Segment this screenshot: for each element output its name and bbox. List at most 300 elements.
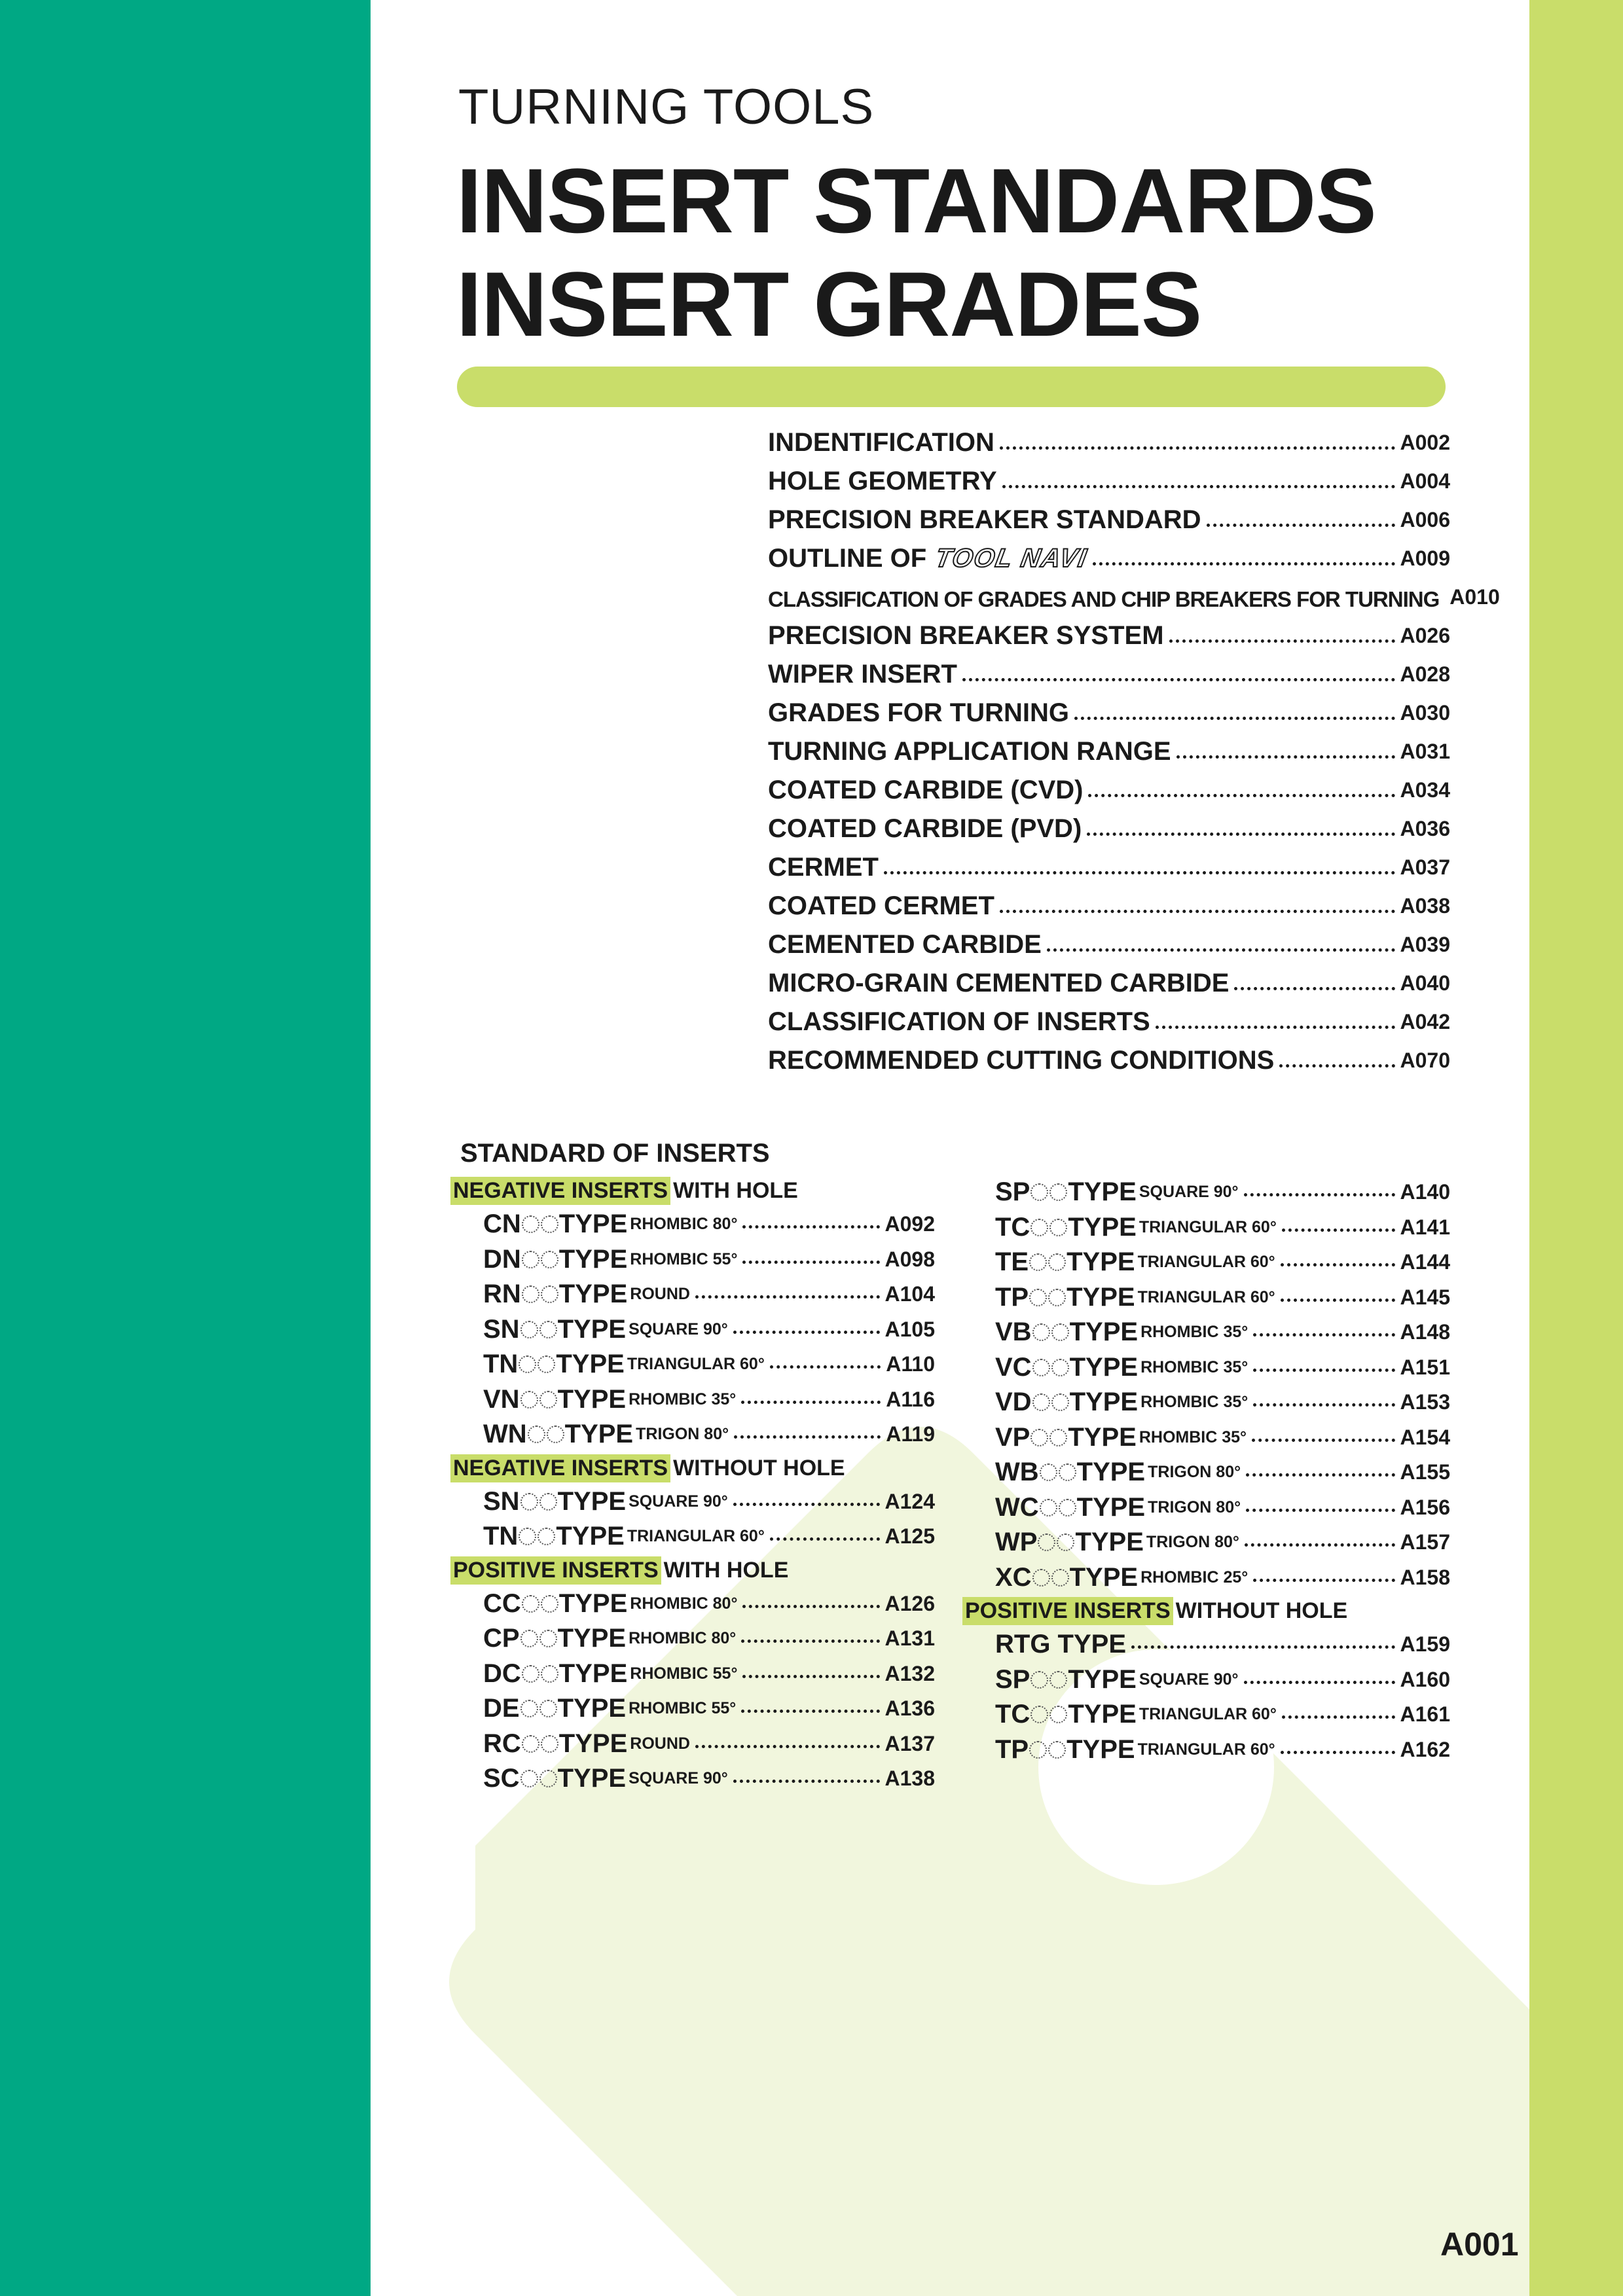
leader-dots [741,1710,879,1713]
insert-shape: RHOMBIC 35° [1139,1427,1247,1446]
insert-suffix: TYPE [1076,1492,1146,1522]
placeholder-circle-icon [1048,1741,1066,1759]
section-heading [450,1554,935,1587]
toc-label: OUTLINE OF [768,544,927,573]
leader-dots [1281,1263,1395,1266]
leader-dots [1252,1439,1395,1442]
toc-page-ref: A010 [1450,585,1500,609]
toc-page-ref: A034 [1400,778,1450,802]
placeholder-circle-icon [1029,1253,1047,1271]
insert-type-entry[interactable] [450,1207,935,1242]
insert-shape: TRIANGULAR 60° [1137,1253,1275,1272]
leader-dots [1244,1681,1395,1684]
toc-label: COATED CARBIDE (PVD) [768,814,1082,843]
insert-suffix: TYPE [556,1350,625,1379]
insert-suffix: TYPE [1075,1528,1144,1557]
section-heading [962,1595,1447,1627]
insert-prefix: SC [483,1764,520,1793]
placeholder-circle-icon [1029,1741,1047,1759]
insert-prefix: VP [995,1422,1030,1452]
toc-label: COATED CARBIDE (CVD) [768,776,1084,804]
insert-suffix: TYPE [1068,1422,1137,1452]
section-highlight: POSITIVE INSERTS [450,1556,661,1585]
leader-dots [1169,639,1395,643]
insert-code [995,1423,1137,1452]
insert-code [483,1245,627,1274]
insert-code [483,1315,626,1344]
insert-page-ref: A145 [1400,1285,1450,1309]
section-heading [450,1175,935,1207]
toc-entry[interactable] [768,805,1450,844]
placeholder-circle-icon [1032,1569,1050,1587]
insert-page-ref: A131 [884,1626,935,1651]
insert-type-entry[interactable] [962,1210,1450,1246]
toc-entry[interactable] [768,882,1450,921]
placeholder-circle-icon [1048,1253,1066,1271]
insert-type-entry[interactable] [962,1525,1450,1560]
insert-code [483,1420,633,1449]
leader-dots [733,1780,880,1783]
toc-label: INDENTIFICATION [768,428,994,457]
insert-shape: TRIANGULAR 60° [1137,1740,1275,1759]
leader-dots [1244,1193,1395,1196]
placeholder-circle-icon [538,1528,555,1545]
leader-dots [742,1675,879,1678]
insert-page-ref: A098 [884,1247,935,1271]
placeholder-circle-icon [538,1355,555,1373]
insert-suffix: TYPE [557,1694,627,1723]
table-of-contents [768,419,1500,1075]
leader-dots [884,871,1395,874]
leader-dots [695,1745,880,1748]
placeholder-circle-icon [522,1735,539,1753]
leader-dots [742,1605,879,1608]
insert-page-ref: A158 [1400,1565,1450,1589]
standards-left-column [450,1175,935,1797]
insert-suffix: TYPE [1068,1177,1137,1207]
insert-prefix: RC [483,1729,521,1758]
insert-type-entry[interactable] [962,1245,1450,1280]
placeholder-circle-icon [1049,1671,1067,1689]
insert-page-ref: A160 [1400,1667,1450,1691]
placeholder-circle-icon [539,1391,557,1408]
insert-shape: TRIGON 80° [1148,1498,1241,1516]
insert-shape: RHOMBIC 35° [1140,1393,1249,1412]
insert-page-ref: A116 [886,1387,935,1411]
toc-page-ref: A070 [1400,1049,1450,1072]
toc-label: HOLE GEOMETRY [768,467,997,495]
insert-type-entry[interactable] [450,1761,935,1797]
insert-code [995,1493,1145,1522]
placeholder-circle-icon [1030,1183,1048,1201]
insert-type-entry[interactable] [962,1697,1450,1732]
toc-entry[interactable] [768,1037,1450,1075]
toc-label: RECOMMENDED CUTTING CONDITIONS [768,1046,1275,1075]
insert-suffix: TYPE [558,1210,628,1239]
insert-page-ref: A124 [884,1489,935,1513]
insert-code [483,1280,627,1309]
insert-code [483,1522,625,1551]
page-number: A001 [1440,2226,1519,2263]
insert-suffix: TYPE [558,1280,628,1309]
toc-label: CEMENTED CARBIDE [768,930,1042,959]
placeholder-circle-icon [1049,1219,1067,1236]
insert-type-entry[interactable] [962,1385,1450,1420]
section-heading [450,1452,935,1484]
placeholder-circle-icon [1051,1323,1069,1341]
placeholder-circle-icon [541,1595,558,1613]
placeholder-circle-icon [541,1285,558,1303]
insert-type-entry[interactable] [450,1691,935,1727]
insert-prefix: DN [483,1244,521,1274]
insert-prefix: WN [483,1420,527,1449]
toc-entry[interactable] [768,496,1450,535]
insert-page-ref: A138 [884,1767,935,1791]
placeholder-circle-icon [519,1528,536,1545]
insert-prefix: SP [995,1664,1030,1694]
insert-type-entry[interactable] [962,1175,1450,1210]
placeholder-circle-icon [1049,1706,1067,1723]
insert-type-entry[interactable] [450,1242,935,1278]
insert-prefix: CN [483,1210,521,1239]
toc-entry[interactable] [768,998,1450,1037]
insert-shape: RHOMBIC 55° [630,1664,738,1683]
insert-suffix: TYPE [1067,1282,1135,1312]
leader-dots [1002,485,1395,488]
insert-suffix: TYPE [1076,1458,1146,1487]
insert-type-entry[interactable] [450,1382,935,1418]
leader-dots [1282,1229,1395,1232]
insert-type-entry[interactable] [962,1280,1450,1316]
leader-dots [1131,1645,1395,1649]
placeholder-circle-icon [1048,1289,1066,1306]
leader-dots [1156,1026,1395,1029]
insert-suffix: TYPE [557,1764,627,1793]
insert-suffix: TYPE [558,1588,628,1618]
toc-entry[interactable] [768,612,1450,651]
standards-right-column [962,1175,1450,1767]
insert-page-ref: A141 [1400,1215,1450,1239]
leader-dots [1234,987,1395,990]
placeholder-circle-icon [547,1426,564,1443]
insert-shape: TRIANGULAR 60° [1139,1217,1277,1236]
insert-code [483,1210,627,1239]
insert-prefix: TN [483,1350,519,1379]
placeholder-circle-icon [1032,1359,1050,1376]
placeholder-circle-icon [520,1630,538,1647]
title-underline-bar [457,367,1446,407]
placeholder-circle-icon [1049,1183,1067,1201]
insert-code [995,1318,1138,1347]
placeholder-circle-icon [1032,1393,1050,1411]
insert-prefix: DE [483,1694,520,1723]
toc-page-ref: A040 [1400,971,1450,995]
insert-type-entry[interactable] [962,1560,1450,1596]
insert-code [995,1735,1135,1765]
insert-code [995,1665,1137,1695]
insert-code [483,1694,626,1723]
insert-suffix: TYPE [557,1624,627,1653]
insert-prefix: SP [995,1177,1030,1207]
insert-prefix: TC [995,1212,1030,1242]
insert-code [995,1177,1137,1207]
toc-page-ref: A002 [1400,431,1450,454]
insert-shape: RHOMBIC 80° [629,1629,737,1648]
insert-type-entry[interactable] [450,1312,935,1348]
insert-type-entry[interactable] [962,1315,1450,1350]
insert-shape: ROUND [630,1285,690,1304]
leader-dots [1281,1299,1395,1302]
insert-shape: RHOMBIC 55° [629,1699,737,1718]
insert-suffix: TYPE [1067,1734,1135,1764]
insert-code [483,1729,627,1759]
toc-entry[interactable] [768,766,1450,805]
insert-shape: TRIGON 80° [1146,1533,1239,1552]
insert-suffix: TYPE [1069,1318,1139,1347]
placeholder-circle-icon [1030,1429,1048,1446]
insert-shape: SQUARE 90° [1139,1183,1239,1202]
insert-type-entry[interactable] [962,1420,1450,1456]
insert-type-entry[interactable] [962,1350,1450,1386]
leader-dots [1176,755,1395,759]
insert-suffix: TYPE [564,1420,634,1449]
insert-shape: TRIGON 80° [1148,1463,1241,1482]
insert-code [995,1700,1137,1729]
placeholder-circle-icon [522,1285,539,1303]
insert-prefix: SN [483,1314,520,1344]
insert-page-ref: A140 [1400,1180,1450,1204]
leader-dots [1253,1403,1395,1407]
placeholder-circle-icon [522,1665,539,1683]
toc-page-ref: A006 [1400,508,1450,531]
insert-code [995,1247,1135,1277]
insert-page-ref: A148 [1400,1320,1450,1344]
leader-dots [741,1640,879,1643]
insert-page-ref: A155 [1400,1460,1450,1484]
leader-dots [1246,1473,1395,1477]
leader-dots [1245,1543,1395,1547]
leader-dots [1282,1715,1395,1719]
insert-page-ref: A151 [1400,1355,1450,1379]
toc-entry[interactable] [768,535,1450,573]
insert-suffix: TYPE [1069,1562,1139,1592]
insert-shape: TRIANGULAR 60° [627,1355,765,1374]
insert-prefix: VN [483,1384,520,1414]
insert-shape: SQUARE 90° [629,1492,728,1511]
toc-label: TURNING APPLICATION RANGE [768,737,1171,766]
insert-shape: TRIANGULAR 60° [1139,1705,1277,1724]
insert-prefix: TN [483,1522,519,1551]
insert-prefix: TP [995,1282,1029,1312]
toc-entry[interactable] [768,651,1450,689]
insert-suffix: TYPE [558,1729,628,1758]
toc-entry[interactable] [768,419,1450,457]
insert-prefix: TP [995,1734,1029,1764]
placeholder-circle-icon [1040,1463,1057,1481]
right-lime-band [1529,0,1623,2296]
title-line-2: INSERT GRADES [456,253,1202,355]
insert-type-entry[interactable] [962,1732,1450,1768]
insert-type-entry[interactable] [450,1657,935,1692]
insert-prefix: RN [483,1280,521,1309]
toc-page-ref: A026 [1400,624,1450,647]
placeholder-circle-icon [1032,1323,1050,1341]
insert-suffix: TYPE [557,1486,627,1516]
toc-entry[interactable] [768,844,1450,882]
insert-page-ref: A157 [1400,1530,1450,1554]
insert-type-entry[interactable] [450,1484,935,1520]
placeholder-circle-icon [1049,1429,1067,1446]
placeholder-circle-icon [1040,1499,1057,1516]
insert-code [483,1589,627,1619]
section-highlight: POSITIVE INSERTS [962,1597,1173,1625]
insert-type-entry[interactable] [450,1727,935,1762]
toc-label: CLASSIFICATION OF INSERTS [768,1007,1150,1036]
leader-dots [1207,524,1395,527]
insert-shape: RHOMBIC 35° [1140,1357,1249,1376]
placeholder-circle-icon [520,1493,538,1511]
insert-type-entry[interactable] [450,1417,935,1452]
toc-entry[interactable] [768,457,1450,496]
insert-code [995,1630,1126,1659]
insert-shape: RHOMBIC 35° [1140,1323,1249,1342]
insert-code [483,1487,626,1516]
insert-suffix: TYPE [1067,1247,1135,1277]
insert-page-ref: A156 [1400,1495,1450,1519]
insert-type-entry[interactable] [450,1519,935,1554]
toc-label: COATED CERMET [768,891,994,920]
leader-dots [1279,1064,1395,1067]
insert-page-ref: A132 [884,1661,935,1685]
insert-type-entry[interactable] [450,1587,935,1622]
insert-page-ref: A153 [1400,1390,1450,1414]
toc-page-ref: A030 [1400,701,1450,725]
left-teal-band [0,0,371,2296]
leader-dots [1253,1369,1395,1372]
leader-dots [1000,910,1395,913]
insert-type-entry[interactable] [962,1662,1450,1698]
section-rest: WITHOUT HOLE [673,1455,845,1480]
insert-prefix: WC [995,1492,1039,1522]
placeholder-circle-icon [1051,1569,1069,1587]
section-highlight: NEGATIVE INSERTS [450,1454,670,1482]
section-rest: WITHOUT HOLE [1175,1598,1348,1623]
insert-page-ref: A161 [1400,1702,1450,1727]
insert-prefix: TC [995,1700,1030,1729]
placeholder-circle-icon [541,1735,558,1753]
main-title [456,149,1376,356]
placeholder-circle-icon [1059,1499,1076,1516]
insert-suffix: TYPE [557,1314,627,1344]
toc-entry[interactable] [768,960,1450,998]
insert-shape: RHOMBIC 80° [630,1594,738,1613]
leader-dots [742,1225,879,1229]
insert-shape: TRIANGULAR 60° [627,1527,765,1546]
insert-type-entry[interactable] [962,1490,1450,1526]
toc-page-ref: A028 [1400,662,1450,686]
leader-dots [1087,833,1395,836]
placeholder-circle-icon [528,1426,545,1443]
insert-prefix: TE [995,1247,1029,1277]
insert-shape: TRIANGULAR 60° [1137,1287,1275,1306]
placeholder-circle-icon [1030,1671,1048,1689]
insert-suffix: TYPE [556,1522,625,1551]
insert-code [483,1624,626,1653]
insert-prefix: SN [483,1486,520,1516]
insert-code [483,1385,626,1414]
insert-suffix: TYPE [1068,1664,1137,1694]
placeholder-circle-icon [1051,1359,1069,1376]
toc-label: CLASSIFICATION OF GRADES AND CHIP BREAKERS FOR TURNING [768,587,1440,611]
toc-page-ref: A042 [1400,1010,1450,1033]
toc-page-ref: A039 [1400,933,1450,956]
toc-entry[interactable] [768,689,1450,728]
insert-code [995,1283,1135,1312]
insert-type-entry[interactable] [962,1455,1450,1490]
placeholder-circle-icon [539,1630,557,1647]
insert-type-entry[interactable] [450,1347,935,1382]
insert-prefix: RTG TYPE [995,1630,1127,1659]
toc-label: MICRO-GRAIN CEMENTED CARBIDE [768,969,1230,997]
insert-suffix: TYPE [1068,1212,1137,1242]
title-line-1: INSERT STANDARDS [456,149,1376,252]
insert-page-ref: A162 [1400,1737,1450,1761]
leader-dots [1074,717,1395,720]
insert-type-entry[interactable] [450,1277,935,1312]
insert-page-ref: A137 [884,1731,935,1755]
insert-suffix: TYPE [557,1384,627,1414]
insert-type-entry[interactable] [962,1627,1450,1662]
insert-code [483,1350,625,1379]
placeholder-circle-icon [522,1251,539,1268]
toc-page-ref: A004 [1400,469,1450,493]
leader-dots [1253,1333,1395,1336]
leader-dots [1047,948,1395,952]
insert-prefix: DC [483,1659,521,1688]
insert-prefix: CC [483,1588,521,1618]
toc-entry[interactable] [768,921,1450,960]
placeholder-circle-icon [522,1215,539,1233]
placeholder-circle-icon [1059,1463,1076,1481]
placeholder-circle-icon [520,1700,538,1717]
toc-entry[interactable] [768,573,1500,612]
leader-dots [741,1401,881,1404]
leader-dots [733,1331,880,1334]
toc-entry[interactable] [768,728,1450,766]
insert-prefix: WP [995,1528,1038,1557]
leader-dots [1246,1509,1395,1512]
insert-code [995,1458,1145,1487]
toc-page-ref: A036 [1400,817,1450,840]
insert-shape: RHOMBIC 80° [630,1215,738,1234]
leader-dots [1281,1751,1395,1754]
placeholder-circle-icon [1030,1219,1048,1236]
tool-navi-logo: TOOL NAVI [933,544,1090,573]
insert-shape: SQUARE 90° [629,1769,728,1788]
insert-type-entry[interactable] [450,1621,935,1657]
leader-dots [770,1365,881,1369]
toc-page-ref: A038 [1400,894,1450,918]
leader-dots [695,1295,880,1299]
placeholder-circle-icon [520,1321,538,1338]
insert-suffix: TYPE [1069,1352,1139,1382]
insert-shape: TRIGON 80° [636,1425,729,1444]
insert-page-ref: A144 [1400,1250,1450,1274]
leader-dots [770,1537,880,1541]
placeholder-circle-icon [539,1770,557,1787]
insert-page-ref: A105 [884,1317,935,1341]
insert-page-ref: A154 [1400,1425,1450,1449]
